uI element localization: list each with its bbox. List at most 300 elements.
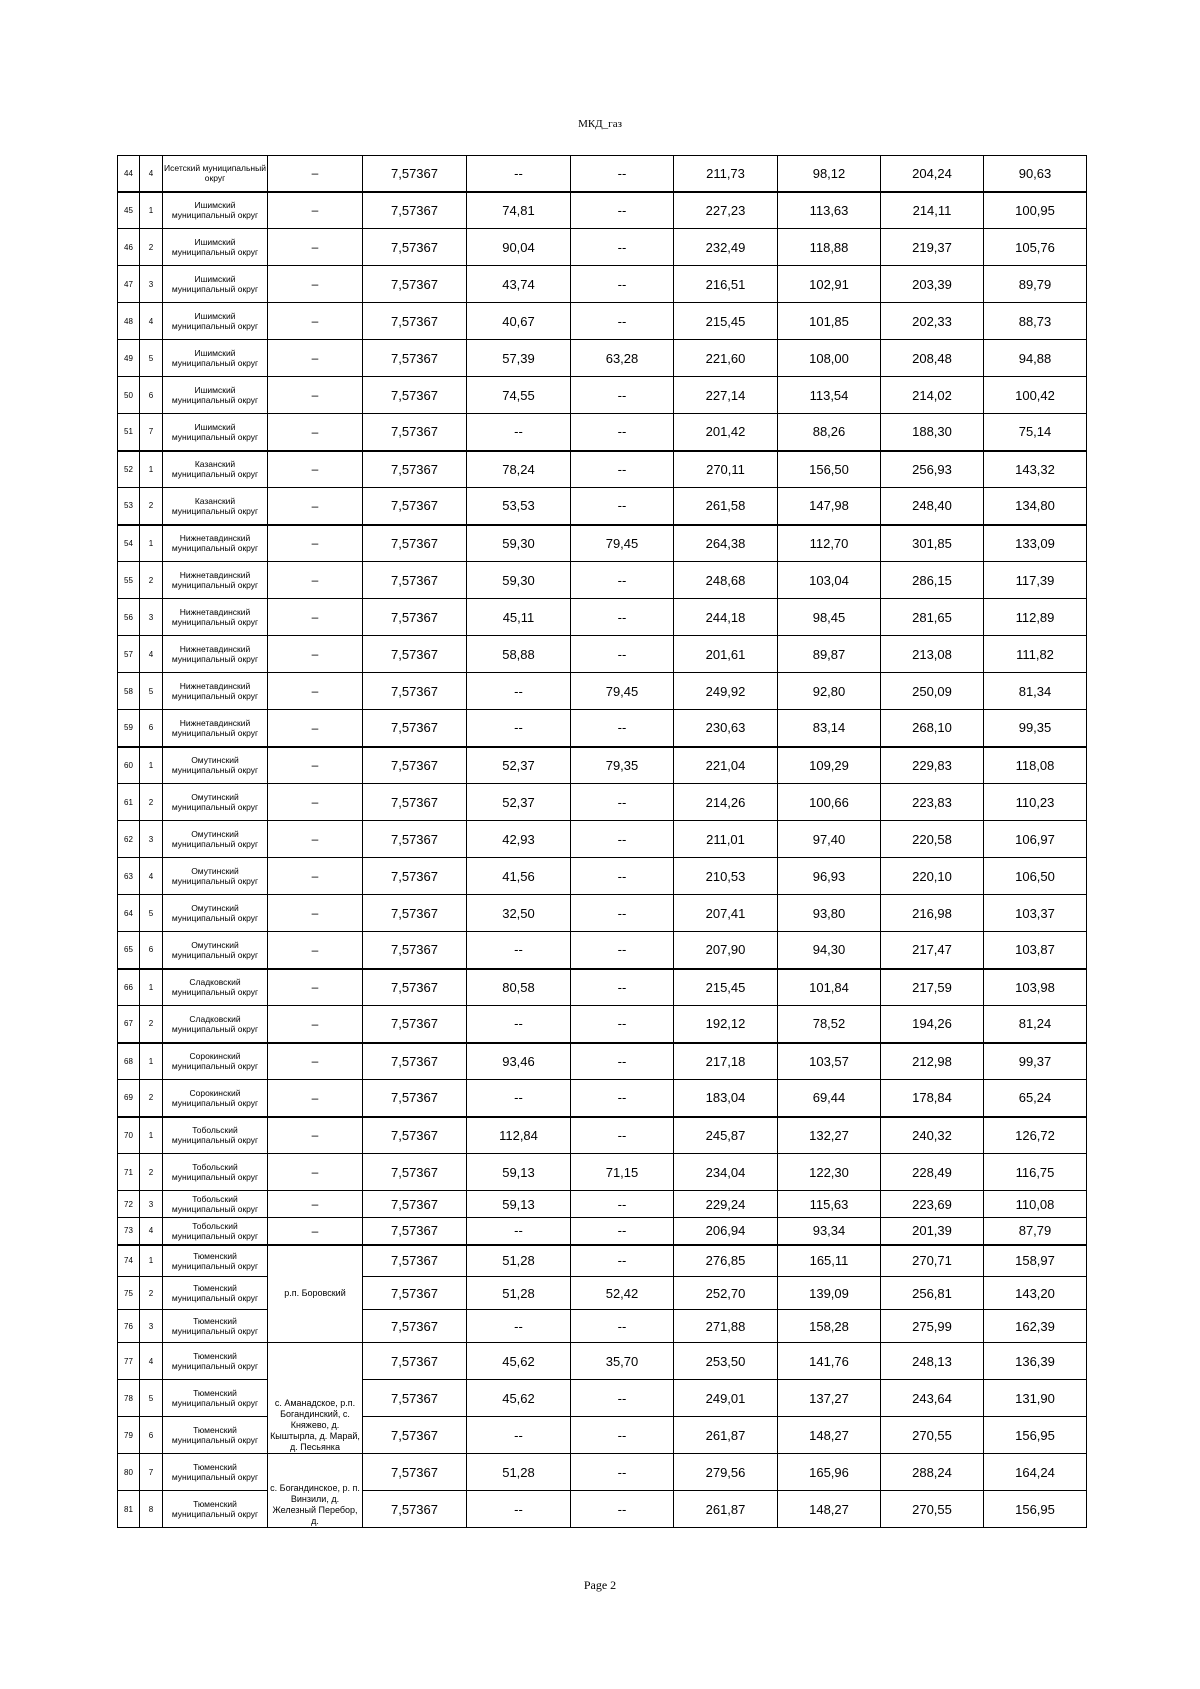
value-cell: 211,01 xyxy=(674,821,778,858)
value-cell: -- xyxy=(571,969,674,1006)
value-cell: 206,94 xyxy=(674,1218,778,1245)
municipality-cell: Нижнетавдинский муниципальный округ xyxy=(163,599,268,636)
sub-index-cell: 7 xyxy=(140,414,163,451)
row-number-cell: 74 xyxy=(118,1245,140,1277)
value-cell: 301,85 xyxy=(881,525,984,562)
value-cell: 162,39 xyxy=(984,1310,1087,1343)
table-body xyxy=(118,156,1087,1528)
value-cell: 87,79 xyxy=(984,1218,1087,1245)
sub-index-cell: 5 xyxy=(140,340,163,377)
sub-index-cell: 2 xyxy=(140,1006,163,1043)
municipality-cell: Тюменский муниципальный округ xyxy=(163,1277,268,1310)
value-cell: 90,63 xyxy=(984,156,1087,192)
value-cell: 192,12 xyxy=(674,1006,778,1043)
value-cell: 69,44 xyxy=(778,1080,881,1117)
locality-cell: – xyxy=(268,525,363,562)
rate-cell: 7,57367 xyxy=(363,673,467,710)
locality-cell: – xyxy=(268,821,363,858)
value-cell: 216,51 xyxy=(674,266,778,303)
page-footer: Page 2 xyxy=(583,1578,617,1592)
value-cell: 183,04 xyxy=(674,1080,778,1117)
value-cell: 126,72 xyxy=(984,1117,1087,1154)
value-cell: 164,24 xyxy=(984,1454,1087,1491)
table-row xyxy=(118,1245,1087,1277)
municipality-cell: Тюменский муниципальный округ xyxy=(163,1417,268,1454)
row-number-cell: 66 xyxy=(118,969,140,1006)
municipality-cell: Ишимский муниципальный округ xyxy=(163,266,268,303)
value-cell: 201,39 xyxy=(881,1218,984,1245)
value-cell: 215,45 xyxy=(674,969,778,1006)
rate-cell: 7,57367 xyxy=(363,303,467,340)
rate-cell: 7,57367 xyxy=(363,1380,467,1417)
value-cell: 156,95 xyxy=(984,1417,1087,1454)
value-cell: 51,28 xyxy=(467,1454,571,1491)
value-cell: -- xyxy=(571,1491,674,1528)
value-cell: 248,68 xyxy=(674,562,778,599)
sub-index-cell: 1 xyxy=(140,1043,163,1080)
locality-cell: – xyxy=(268,451,363,488)
municipality-cell: Омутинский муниципальный округ xyxy=(163,747,268,784)
sub-index-cell: 4 xyxy=(140,303,163,340)
value-cell: -- xyxy=(571,414,674,451)
value-cell: 271,88 xyxy=(674,1310,778,1343)
row-number-cell: 57 xyxy=(118,636,140,673)
value-cell: 117,39 xyxy=(984,562,1087,599)
value-cell: -- xyxy=(571,710,674,747)
locality-cell: – xyxy=(268,599,363,636)
value-cell: 89,87 xyxy=(778,636,881,673)
rate-cell: 7,57367 xyxy=(363,1043,467,1080)
rate-cell: 7,57367 xyxy=(363,1191,467,1218)
table-row xyxy=(118,932,1087,969)
value-cell: 131,90 xyxy=(984,1380,1087,1417)
value-cell: -- xyxy=(467,1006,571,1043)
value-cell: 215,45 xyxy=(674,303,778,340)
sub-index-cell: 3 xyxy=(140,266,163,303)
table-row xyxy=(118,1117,1087,1154)
value-cell: 103,37 xyxy=(984,895,1087,932)
rate-cell: 7,57367 xyxy=(363,1343,467,1380)
sub-index-cell: 2 xyxy=(140,784,163,821)
value-cell: 93,34 xyxy=(778,1218,881,1245)
value-cell: 252,70 xyxy=(674,1277,778,1310)
sub-index-cell: 4 xyxy=(140,858,163,895)
value-cell: -- xyxy=(571,303,674,340)
value-cell: -- xyxy=(467,1417,571,1454)
value-cell: 133,09 xyxy=(984,525,1087,562)
locality-cell: – xyxy=(268,156,363,192)
value-cell: -- xyxy=(467,156,571,192)
value-cell: 288,24 xyxy=(881,1454,984,1491)
value-cell: 51,28 xyxy=(467,1277,571,1310)
sub-index-cell: 1 xyxy=(140,747,163,784)
value-cell: 103,57 xyxy=(778,1043,881,1080)
value-cell: 101,84 xyxy=(778,969,881,1006)
value-cell: -- xyxy=(571,1043,674,1080)
municipality-cell: Тобольский муниципальный округ xyxy=(163,1191,268,1218)
value-cell: 264,38 xyxy=(674,525,778,562)
row-number-cell: 55 xyxy=(118,562,140,599)
value-cell: -- xyxy=(467,710,571,747)
value-cell: 249,92 xyxy=(674,673,778,710)
sub-index-cell: 6 xyxy=(140,710,163,747)
locality-cell: – xyxy=(268,266,363,303)
value-cell: 143,32 xyxy=(984,451,1087,488)
page-header: МКД_газ xyxy=(578,118,622,130)
value-cell: 223,69 xyxy=(881,1191,984,1218)
sub-index-cell: 7 xyxy=(140,1454,163,1491)
municipality-cell: Сорокинский муниципальный округ xyxy=(163,1080,268,1117)
municipality-cell: Омутинский муниципальный округ xyxy=(163,858,268,895)
value-cell: 201,42 xyxy=(674,414,778,451)
sub-index-cell: 2 xyxy=(140,488,163,525)
row-number-cell: 75 xyxy=(118,1277,140,1310)
value-cell: 113,54 xyxy=(778,377,881,414)
table-row xyxy=(118,1454,1087,1491)
value-cell: 79,45 xyxy=(571,673,674,710)
municipality-cell: Сладковский муниципальный округ xyxy=(163,969,268,1006)
value-cell: 243,64 xyxy=(881,1380,984,1417)
value-cell: 108,00 xyxy=(778,340,881,377)
value-cell: 286,15 xyxy=(881,562,984,599)
rate-cell: 7,57367 xyxy=(363,710,467,747)
locality-cell: – xyxy=(268,562,363,599)
value-cell: 99,37 xyxy=(984,1043,1087,1080)
table-row xyxy=(118,303,1087,340)
value-cell: -- xyxy=(571,784,674,821)
sub-index-cell: 6 xyxy=(140,377,163,414)
value-cell: 74,81 xyxy=(467,192,571,229)
value-cell: 248,40 xyxy=(881,488,984,525)
value-cell: 141,76 xyxy=(778,1343,881,1380)
value-cell: 208,48 xyxy=(881,340,984,377)
value-cell: 132,27 xyxy=(778,1117,881,1154)
municipality-cell: Ишимский муниципальный округ xyxy=(163,229,268,266)
sub-index-cell: 2 xyxy=(140,562,163,599)
value-cell: 217,59 xyxy=(881,969,984,1006)
value-cell: 81,24 xyxy=(984,1006,1087,1043)
municipality-cell: Ишимский муниципальный округ xyxy=(163,192,268,229)
rate-cell: 7,57367 xyxy=(363,192,467,229)
table-row xyxy=(118,1154,1087,1191)
value-cell: 93,80 xyxy=(778,895,881,932)
row-number-cell: 58 xyxy=(118,673,140,710)
value-cell: 232,49 xyxy=(674,229,778,266)
value-cell: 113,63 xyxy=(778,192,881,229)
rate-cell: 7,57367 xyxy=(363,414,467,451)
row-number-cell: 48 xyxy=(118,303,140,340)
value-cell: -- xyxy=(571,895,674,932)
value-cell: -- xyxy=(571,562,674,599)
value-cell: 134,80 xyxy=(984,488,1087,525)
row-number-cell: 50 xyxy=(118,377,140,414)
municipality-cell: Казанский муниципальный округ xyxy=(163,451,268,488)
value-cell: 112,89 xyxy=(984,599,1087,636)
municipality-cell: Тюменский муниципальный округ xyxy=(163,1245,268,1277)
row-number-cell: 79 xyxy=(118,1417,140,1454)
value-cell: 268,10 xyxy=(881,710,984,747)
table-row xyxy=(118,673,1087,710)
value-cell: 216,98 xyxy=(881,895,984,932)
rate-cell: 7,57367 xyxy=(363,377,467,414)
municipality-cell: Омутинский муниципальный округ xyxy=(163,932,268,969)
value-cell: -- xyxy=(571,1191,674,1218)
row-number-cell: 78 xyxy=(118,1380,140,1417)
rate-cell: 7,57367 xyxy=(363,229,467,266)
rate-cell: 7,57367 xyxy=(363,636,467,673)
value-cell: -- xyxy=(467,673,571,710)
locality-cell: – xyxy=(268,710,363,747)
rate-cell: 7,57367 xyxy=(363,1117,467,1154)
value-cell: 110,23 xyxy=(984,784,1087,821)
municipality-cell: Омутинский муниципальный округ xyxy=(163,895,268,932)
locality-cell: – xyxy=(268,858,363,895)
municipality-cell: Ишимский муниципальный округ xyxy=(163,414,268,451)
value-cell: 214,11 xyxy=(881,192,984,229)
value-cell: 96,93 xyxy=(778,858,881,895)
value-cell: 88,26 xyxy=(778,414,881,451)
municipality-cell: Тюменский муниципальный округ xyxy=(163,1491,268,1528)
value-cell: 100,42 xyxy=(984,377,1087,414)
locality-cell: – xyxy=(268,932,363,969)
row-number-cell: 56 xyxy=(118,599,140,636)
municipality-cell: Тобольский муниципальный округ xyxy=(163,1117,268,1154)
value-cell: 112,84 xyxy=(467,1117,571,1154)
row-number-cell: 80 xyxy=(118,1454,140,1491)
table-row xyxy=(118,858,1087,895)
value-cell: -- xyxy=(467,1310,571,1343)
value-cell: -- xyxy=(467,1218,571,1245)
table-row xyxy=(118,1043,1087,1080)
rate-cell: 7,57367 xyxy=(363,1454,467,1491)
rate-cell: 7,57367 xyxy=(363,932,467,969)
rate-cell: 7,57367 xyxy=(363,488,467,525)
value-cell: 45,11 xyxy=(467,599,571,636)
value-cell: 136,39 xyxy=(984,1343,1087,1380)
value-cell: 188,30 xyxy=(881,414,984,451)
municipality-cell: Исетский муниципальный округ xyxy=(163,156,268,192)
value-cell: -- xyxy=(571,1454,674,1491)
rate-cell: 7,57367 xyxy=(363,156,467,192)
value-cell: 111,82 xyxy=(984,636,1087,673)
value-cell: 143,20 xyxy=(984,1277,1087,1310)
value-cell: 240,32 xyxy=(881,1117,984,1154)
value-cell: 158,97 xyxy=(984,1245,1087,1277)
value-cell: 137,27 xyxy=(778,1380,881,1417)
value-cell: -- xyxy=(571,636,674,673)
rate-cell: 7,57367 xyxy=(363,451,467,488)
value-cell: 89,79 xyxy=(984,266,1087,303)
value-cell: 53,53 xyxy=(467,488,571,525)
table-row xyxy=(118,895,1087,932)
value-cell: 78,24 xyxy=(467,451,571,488)
value-cell: 156,95 xyxy=(984,1491,1087,1528)
value-cell: 221,60 xyxy=(674,340,778,377)
locality-cell: – xyxy=(268,1191,363,1218)
sub-index-cell: 5 xyxy=(140,895,163,932)
table-row xyxy=(118,1080,1087,1117)
sub-index-cell: 4 xyxy=(140,156,163,192)
value-cell: -- xyxy=(571,451,674,488)
table-row xyxy=(118,1191,1087,1218)
row-number-cell: 76 xyxy=(118,1310,140,1343)
table-row xyxy=(118,636,1087,673)
locality-cell: р.п. Боровский xyxy=(268,1245,363,1343)
value-cell: 217,47 xyxy=(881,932,984,969)
value-cell: 245,87 xyxy=(674,1117,778,1154)
locality-cell: – xyxy=(268,340,363,377)
value-cell: -- xyxy=(571,1245,674,1277)
value-cell: 115,63 xyxy=(778,1191,881,1218)
value-cell: 211,73 xyxy=(674,156,778,192)
sub-index-cell: 1 xyxy=(140,525,163,562)
row-number-cell: 45 xyxy=(118,192,140,229)
value-cell: 122,30 xyxy=(778,1154,881,1191)
value-cell: 250,09 xyxy=(881,673,984,710)
value-cell: 230,63 xyxy=(674,710,778,747)
municipality-cell: Тюменский муниципальный округ xyxy=(163,1343,268,1380)
value-cell: 57,39 xyxy=(467,340,571,377)
value-cell: 116,75 xyxy=(984,1154,1087,1191)
row-number-cell: 64 xyxy=(118,895,140,932)
municipality-cell: Казанский муниципальный округ xyxy=(163,488,268,525)
value-cell: 217,18 xyxy=(674,1043,778,1080)
sub-index-cell: 2 xyxy=(140,1277,163,1310)
value-cell: 105,76 xyxy=(984,229,1087,266)
municipality-cell: Нижнетавдинский муниципальный округ xyxy=(163,562,268,599)
table-row xyxy=(118,784,1087,821)
tariff-table xyxy=(117,155,1087,1528)
value-cell: 202,33 xyxy=(881,303,984,340)
row-number-cell: 44 xyxy=(118,156,140,192)
value-cell: -- xyxy=(571,377,674,414)
row-number-cell: 73 xyxy=(118,1218,140,1245)
value-cell: -- xyxy=(571,932,674,969)
value-cell: 214,26 xyxy=(674,784,778,821)
value-cell: 100,95 xyxy=(984,192,1087,229)
value-cell: 261,87 xyxy=(674,1491,778,1528)
value-cell: -- xyxy=(571,1380,674,1417)
locality-cell: – xyxy=(268,673,363,710)
locality-cell: – xyxy=(268,192,363,229)
locality-cell: – xyxy=(268,747,363,784)
value-cell: 270,71 xyxy=(881,1245,984,1277)
rate-cell: 7,57367 xyxy=(363,1491,467,1528)
value-cell: 106,50 xyxy=(984,858,1087,895)
table-row xyxy=(118,969,1087,1006)
value-cell: 65,24 xyxy=(984,1080,1087,1117)
sub-index-cell: 3 xyxy=(140,1191,163,1218)
value-cell: -- xyxy=(571,821,674,858)
row-number-cell: 81 xyxy=(118,1491,140,1528)
table-row xyxy=(118,1006,1087,1043)
row-number-cell: 62 xyxy=(118,821,140,858)
row-number-cell: 51 xyxy=(118,414,140,451)
sub-index-cell: 3 xyxy=(140,599,163,636)
value-cell: 101,85 xyxy=(778,303,881,340)
rate-cell: 7,57367 xyxy=(363,1245,467,1277)
table-row xyxy=(118,1417,1087,1454)
value-cell: 178,84 xyxy=(881,1080,984,1117)
sub-index-cell: 3 xyxy=(140,821,163,858)
value-cell: 212,98 xyxy=(881,1043,984,1080)
municipality-cell: Тюменский муниципальный округ xyxy=(163,1380,268,1417)
value-cell: 219,37 xyxy=(881,229,984,266)
table-row xyxy=(118,451,1087,488)
value-cell: 156,50 xyxy=(778,451,881,488)
value-cell: 78,52 xyxy=(778,1006,881,1043)
value-cell: 207,90 xyxy=(674,932,778,969)
value-cell: 88,73 xyxy=(984,303,1087,340)
value-cell: 59,30 xyxy=(467,525,571,562)
value-cell: 92,80 xyxy=(778,673,881,710)
table-row xyxy=(118,1491,1087,1528)
municipality-cell: Тобольский муниципальный округ xyxy=(163,1218,268,1245)
value-cell: 32,50 xyxy=(467,895,571,932)
municipality-cell: Нижнетавдинский муниципальный округ xyxy=(163,673,268,710)
rate-cell: 7,57367 xyxy=(363,562,467,599)
value-cell: 52,37 xyxy=(467,784,571,821)
sub-index-cell: 1 xyxy=(140,451,163,488)
row-number-cell: 54 xyxy=(118,525,140,562)
municipality-cell: Тобольский муниципальный округ xyxy=(163,1154,268,1191)
locality-cell: с. Аманадское, р.п. Богандинский, с. Княжево, д. Кыштырла, д. Марай, д. Песьянка xyxy=(268,1343,363,1454)
value-cell: 281,65 xyxy=(881,599,984,636)
value-cell: 103,98 xyxy=(984,969,1087,1006)
row-number-cell: 53 xyxy=(118,488,140,525)
municipality-cell: Омутинский муниципальный округ xyxy=(163,784,268,821)
value-cell: -- xyxy=(571,192,674,229)
value-cell: 109,29 xyxy=(778,747,881,784)
rate-cell: 7,57367 xyxy=(363,1154,467,1191)
rate-cell: 7,57367 xyxy=(363,1417,467,1454)
value-cell: -- xyxy=(467,1491,571,1528)
row-number-cell: 68 xyxy=(118,1043,140,1080)
sub-index-cell: 6 xyxy=(140,1417,163,1454)
value-cell: 270,55 xyxy=(881,1417,984,1454)
locality-cell: – xyxy=(268,229,363,266)
municipality-cell: Нижнетавдинский муниципальный округ xyxy=(163,525,268,562)
rate-cell: 7,57367 xyxy=(363,1218,467,1245)
value-cell: 253,50 xyxy=(674,1343,778,1380)
value-cell: 102,91 xyxy=(778,266,881,303)
value-cell: 207,41 xyxy=(674,895,778,932)
row-number-cell: 59 xyxy=(118,710,140,747)
value-cell: 270,11 xyxy=(674,451,778,488)
value-cell: 98,45 xyxy=(778,599,881,636)
value-cell: 261,58 xyxy=(674,488,778,525)
value-cell: -- xyxy=(571,229,674,266)
row-number-cell: 71 xyxy=(118,1154,140,1191)
value-cell: 220,10 xyxy=(881,858,984,895)
value-cell: -- xyxy=(467,932,571,969)
locality-cell: – xyxy=(268,969,363,1006)
locality-cell: – xyxy=(268,636,363,673)
value-cell: 51,28 xyxy=(467,1245,571,1277)
sub-index-cell: 5 xyxy=(140,1380,163,1417)
value-cell: 234,04 xyxy=(674,1154,778,1191)
municipality-cell: Нижнетавдинский муниципальный округ xyxy=(163,710,268,747)
table-row xyxy=(118,525,1087,562)
municipality-cell: Ишимский муниципальный округ xyxy=(163,377,268,414)
sub-index-cell: 1 xyxy=(140,192,163,229)
rate-cell: 7,57367 xyxy=(363,525,467,562)
value-cell: 103,04 xyxy=(778,562,881,599)
value-cell: 79,45 xyxy=(571,525,674,562)
value-cell: 100,66 xyxy=(778,784,881,821)
sub-index-cell: 6 xyxy=(140,932,163,969)
row-number-cell: 46 xyxy=(118,229,140,266)
